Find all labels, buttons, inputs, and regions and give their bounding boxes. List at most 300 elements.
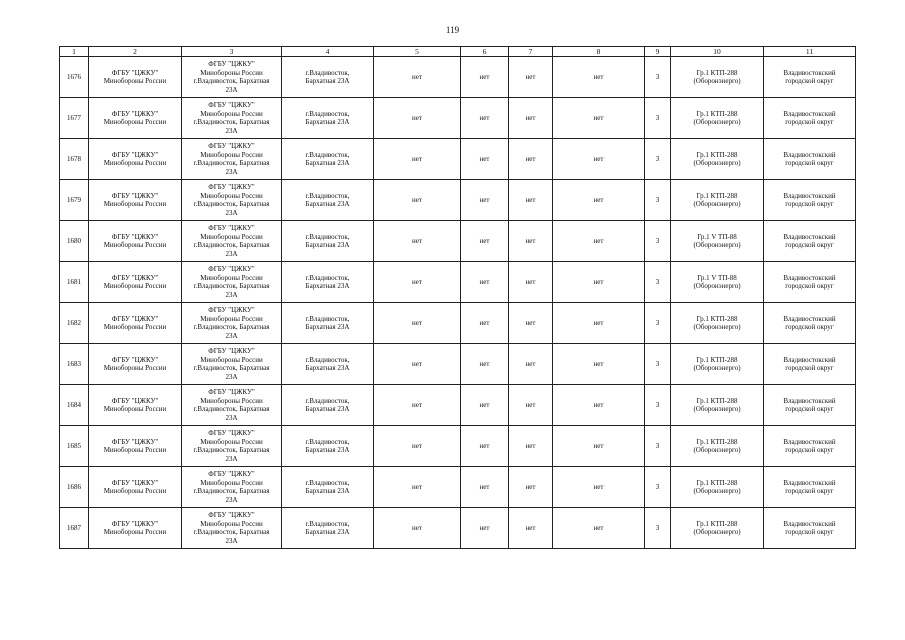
address-cell-line: г.Владивосток,: [305, 437, 350, 446]
category-cell: 3: [645, 98, 671, 139]
address-cell-line: г.Владивосток,: [305, 109, 350, 118]
owner-cell-line: 23А: [225, 372, 238, 381]
power-source-cell: [671, 385, 764, 426]
category-cell: 3: [645, 467, 671, 508]
owner-cell-line: 23А: [225, 85, 238, 94]
value-cell-5: нет: [374, 221, 461, 262]
district-cell-line: Владивостокский: [783, 314, 836, 323]
district-cell-line: городской округ: [785, 364, 834, 372]
district-cell-line: городской округ: [785, 118, 834, 126]
table-row: [60, 467, 856, 508]
table-row: [60, 180, 856, 221]
value-cell-5: нет: [374, 426, 461, 467]
organization-cell-line: ФГБУ "ЦЖКУ": [111, 314, 159, 323]
power-source-cell-line: Гр.1 КТП-288: [696, 191, 738, 200]
organization-cell: [89, 262, 182, 303]
owner-cell-line: г.Владивосток, Бархатная: [193, 405, 270, 413]
organization-cell-line: Минобороны России: [103, 77, 167, 85]
category-cell: 3: [645, 57, 671, 98]
table-row: [60, 344, 856, 385]
value-cell-8: нет: [553, 467, 645, 508]
address-cell: [282, 344, 374, 385]
header-row: [60, 47, 856, 57]
power-source-cell: [671, 303, 764, 344]
power-source-cell-line: (Оборонэнерго): [693, 200, 741, 208]
owner-cell-line: г.Владивосток, Бархатная: [193, 200, 270, 208]
value-cell-8: нет: [553, 303, 645, 344]
value-cell-8: нет: [553, 385, 645, 426]
organization-cell-line: ФГБУ "ЦЖКУ": [111, 150, 159, 159]
value-cell-8: нет: [553, 139, 645, 180]
power-source-cell-line: (Оборонэнерго): [693, 241, 741, 249]
column-header: 6: [461, 47, 509, 57]
table-row: [60, 262, 856, 303]
category-cell: 3: [645, 180, 671, 221]
power-source-cell: [671, 426, 764, 467]
owner-cell-line: 23А: [225, 167, 238, 176]
address-cell-line: Бархатная 23А: [305, 446, 350, 454]
power-source-cell: [671, 221, 764, 262]
district-cell: [764, 467, 856, 508]
table-row: [60, 508, 856, 549]
district-cell-line: Владивостокский: [783, 150, 836, 159]
address-cell: [282, 262, 374, 303]
value-cell-6: нет: [461, 426, 509, 467]
owner-cell-line: ФГБУ "ЦЖКУ": [208, 183, 255, 191]
power-source-cell-line: (Оборонэнерго): [693, 405, 741, 413]
owner-cell-line: Минобороны России: [200, 68, 263, 77]
owner-cell-line: ФГБУ "ЦЖКУ": [208, 265, 255, 273]
district-cell-line: городской округ: [785, 200, 834, 208]
power-source-cell: [671, 98, 764, 139]
address-cell-line: Бархатная 23А: [305, 528, 350, 536]
owner-cell-line: Минобороны России: [200, 314, 263, 323]
owner-cell-line: Минобороны России: [200, 519, 263, 528]
owner-cell-line: г.Владивосток, Бархатная: [193, 446, 270, 454]
owner-cell-line: г.Владивосток, Бархатная: [193, 364, 270, 372]
power-source-cell: [671, 467, 764, 508]
owner-cell: [182, 221, 282, 262]
owner-cell: [182, 139, 282, 180]
district-cell-line: Владивостокский: [783, 273, 836, 282]
owner-cell-line: ФГБУ "ЦЖКУ": [208, 470, 255, 478]
address-cell: [282, 303, 374, 344]
category-cell: 3: [645, 262, 671, 303]
category-cell: 3: [645, 344, 671, 385]
district-cell: [764, 385, 856, 426]
value-cell-7: нет: [509, 385, 553, 426]
value-cell-8: нет: [553, 508, 645, 549]
power-source-cell-line: Гр.1 КТП-288: [696, 109, 738, 118]
value-cell-6: нет: [461, 467, 509, 508]
value-cell-6: нет: [461, 139, 509, 180]
address-cell-line: Бархатная 23А: [305, 241, 350, 249]
value-cell-8: нет: [553, 262, 645, 303]
owner-cell-line: 23А: [225, 126, 238, 135]
value-cell-7: нет: [509, 221, 553, 262]
organization-cell-line: ФГБУ "ЦЖКУ": [111, 273, 159, 282]
owner-cell: [182, 57, 282, 98]
owner-cell-line: ФГБУ "ЦЖКУ": [208, 306, 255, 314]
address-cell-line: г.Владивосток,: [305, 519, 350, 528]
district-cell-line: Владивостокский: [783, 478, 836, 487]
address-cell: [282, 180, 374, 221]
column-header: 9: [645, 47, 671, 57]
address-cell-line: г.Владивосток,: [305, 396, 350, 405]
owner-cell: [182, 385, 282, 426]
row-number: 1678: [60, 139, 89, 180]
owner-cell-line: Минобороны России: [200, 232, 263, 241]
organization-cell-line: Минобороны России: [103, 528, 167, 536]
organization-cell-line: Минобороны России: [103, 159, 167, 167]
value-cell-7: нет: [509, 180, 553, 221]
owner-cell-line: ФГБУ "ЦЖКУ": [208, 60, 255, 68]
value-cell-8: нет: [553, 57, 645, 98]
power-source-cell-line: (Оборонэнерго): [693, 364, 741, 372]
category-cell: 3: [645, 139, 671, 180]
value-cell-6: нет: [461, 508, 509, 549]
address-cell: [282, 426, 374, 467]
owner-cell-line: Минобороны России: [200, 355, 263, 364]
organization-cell: [89, 344, 182, 385]
address-cell-line: г.Владивосток,: [305, 314, 350, 323]
owner-cell-line: г.Владивосток, Бархатная: [193, 282, 270, 290]
table-row: [60, 139, 856, 180]
district-cell-line: городской округ: [785, 77, 834, 85]
value-cell-7: нет: [509, 139, 553, 180]
owner-cell-line: г.Владивосток, Бархатная: [193, 77, 270, 85]
value-cell-7: нет: [509, 467, 553, 508]
address-cell-line: Бархатная 23А: [305, 323, 350, 331]
district-cell-line: городской округ: [785, 528, 834, 536]
organization-cell-line: ФГБУ "ЦЖКУ": [111, 355, 159, 364]
value-cell-5: нет: [374, 303, 461, 344]
address-cell: [282, 385, 374, 426]
address-cell-line: г.Владивосток,: [305, 478, 350, 487]
district-cell-line: Владивостокский: [783, 191, 836, 200]
value-cell-6: нет: [461, 98, 509, 139]
power-source-cell: [671, 262, 764, 303]
table-row: [60, 57, 856, 98]
value-cell-8: нет: [553, 98, 645, 139]
district-cell-line: Владивостокский: [783, 109, 836, 118]
owner-cell-line: 23А: [225, 331, 238, 340]
value-cell-8: нет: [553, 221, 645, 262]
value-cell-5: нет: [374, 467, 461, 508]
power-source-cell-line: (Оборонэнерго): [693, 77, 741, 85]
table-row: [60, 385, 856, 426]
owner-cell-line: г.Владивосток, Бархатная: [193, 487, 270, 495]
address-cell-line: Бархатная 23А: [305, 282, 350, 290]
value-cell-7: нет: [509, 98, 553, 139]
value-cell-7: нет: [509, 262, 553, 303]
organization-cell-line: Минобороны России: [103, 364, 167, 372]
column-header: 4: [282, 47, 374, 57]
organization-cell: [89, 180, 182, 221]
column-header: 3: [182, 47, 282, 57]
value-cell-7: нет: [509, 426, 553, 467]
value-cell-6: нет: [461, 344, 509, 385]
address-cell-line: г.Владивосток,: [305, 191, 350, 200]
category-cell: 3: [645, 385, 671, 426]
organization-cell-line: Минобороны России: [103, 241, 167, 249]
owner-cell-line: г.Владивосток, Бархатная: [193, 323, 270, 331]
column-header: 2: [89, 47, 182, 57]
power-source-cell-line: Гр.1 КТП-288: [696, 519, 738, 528]
power-source-cell-line: Гр.1 КТП-288: [696, 437, 738, 446]
category-cell: 3: [645, 221, 671, 262]
organization-cell-line: ФГБУ "ЦЖКУ": [111, 519, 159, 528]
address-cell-line: Бархатная 23А: [305, 159, 350, 167]
organization-cell-line: Минобороны России: [103, 323, 167, 331]
value-cell-6: нет: [461, 262, 509, 303]
owner-cell-line: ФГБУ "ЦЖКУ": [208, 142, 255, 150]
table-row: [60, 221, 856, 262]
district-cell: [764, 303, 856, 344]
organization-cell-line: Минобороны России: [103, 118, 167, 126]
owner-cell-line: 23А: [225, 290, 238, 299]
organization-cell: [89, 57, 182, 98]
power-source-cell-line: (Оборонэнерго): [693, 446, 741, 454]
power-source-cell-line: (Оборонэнерго): [693, 323, 741, 331]
power-source-cell: [671, 344, 764, 385]
category-cell: 3: [645, 303, 671, 344]
address-cell-line: Бархатная 23А: [305, 200, 350, 208]
value-cell-5: нет: [374, 180, 461, 221]
power-source-cell: [671, 57, 764, 98]
power-source-cell-line: Гр.1 КТП-288: [696, 68, 738, 77]
district-cell: [764, 57, 856, 98]
power-source-cell: [671, 180, 764, 221]
district-cell: [764, 262, 856, 303]
table-body: [60, 57, 856, 549]
column-header: 10: [671, 47, 764, 57]
owner-cell: [182, 98, 282, 139]
row-number: 1682: [60, 303, 89, 344]
district-cell-line: Владивостокский: [783, 519, 836, 528]
row-number: 1687: [60, 508, 89, 549]
district-cell-line: городской округ: [785, 159, 834, 167]
value-cell-7: нет: [509, 508, 553, 549]
table-row: [60, 426, 856, 467]
owner-cell-line: 23А: [225, 536, 238, 545]
owner-cell-line: ФГБУ "ЦЖКУ": [208, 224, 255, 232]
row-number: 1681: [60, 262, 89, 303]
district-cell-line: Владивостокский: [783, 355, 836, 364]
row-number: 1679: [60, 180, 89, 221]
organization-cell: [89, 508, 182, 549]
owner-cell-line: ФГБУ "ЦЖКУ": [208, 347, 255, 355]
district-cell: [764, 180, 856, 221]
district-cell: [764, 98, 856, 139]
owner-cell-line: Минобороны России: [200, 191, 263, 200]
address-cell-line: г.Владивосток,: [305, 273, 350, 282]
power-source-cell-line: (Оборонэнерго): [693, 487, 741, 495]
value-cell-5: нет: [374, 98, 461, 139]
organization-cell-line: ФГБУ "ЦЖКУ": [111, 191, 159, 200]
row-number: 1685: [60, 426, 89, 467]
district-cell-line: Владивостокский: [783, 437, 836, 446]
page-number: 119: [445, 25, 460, 35]
value-cell-6: нет: [461, 385, 509, 426]
owner-cell-line: 23А: [225, 208, 238, 217]
value-cell-8: нет: [553, 344, 645, 385]
table-row: [60, 98, 856, 139]
owner-cell: [182, 303, 282, 344]
row-number: 1677: [60, 98, 89, 139]
owner-cell-line: 23А: [225, 495, 238, 504]
organization-cell: [89, 303, 182, 344]
value-cell-7: нет: [509, 57, 553, 98]
category-cell: 3: [645, 426, 671, 467]
row-number: 1683: [60, 344, 89, 385]
row-number: 1676: [60, 57, 89, 98]
address-cell: [282, 508, 374, 549]
value-cell-5: нет: [374, 262, 461, 303]
organization-cell-line: Минобороны России: [103, 282, 167, 290]
value-cell-6: нет: [461, 57, 509, 98]
address-cell: [282, 139, 374, 180]
district-cell-line: городской округ: [785, 405, 834, 413]
value-cell-6: нет: [461, 303, 509, 344]
district-cell-line: Владивостокский: [783, 232, 836, 241]
value-cell-7: нет: [509, 344, 553, 385]
address-cell-line: г.Владивосток,: [305, 232, 350, 241]
district-cell-line: городской округ: [785, 487, 834, 495]
owner-cell-line: 23А: [225, 249, 238, 258]
district-cell-line: Владивостокский: [783, 396, 836, 405]
value-cell-5: нет: [374, 57, 461, 98]
organization-cell-line: ФГБУ "ЦЖКУ": [111, 232, 159, 241]
owner-cell: [182, 344, 282, 385]
column-header: 11: [764, 47, 856, 57]
organization-cell: [89, 221, 182, 262]
address-cell: [282, 467, 374, 508]
owner-cell: [182, 262, 282, 303]
value-cell-7: нет: [509, 303, 553, 344]
column-header: 1: [60, 47, 89, 57]
power-source-cell-line: Гр.1 V ТП-88: [697, 273, 737, 282]
owner-cell-line: г.Владивосток, Бархатная: [193, 118, 270, 126]
address-cell-line: Бархатная 23А: [305, 77, 350, 85]
district-cell: [764, 139, 856, 180]
power-source-cell-line: Гр.1 КТП-288: [696, 478, 738, 487]
column-header: 8: [553, 47, 645, 57]
owner-cell-line: ФГБУ "ЦЖКУ": [208, 429, 255, 437]
power-source-cell-line: Гр.1 КТП-288: [696, 396, 738, 405]
organization-cell: [89, 385, 182, 426]
row-number: 1680: [60, 221, 89, 262]
organization-cell: [89, 98, 182, 139]
owner-cell-line: Минобороны России: [200, 273, 263, 282]
value-cell-8: нет: [553, 180, 645, 221]
power-source-cell-line: Гр.1 КТП-288: [696, 355, 738, 364]
category-cell: 3: [645, 508, 671, 549]
owner-cell-line: г.Владивосток, Бархатная: [193, 241, 270, 249]
address-cell-line: г.Владивосток,: [305, 355, 350, 364]
organization-cell: [89, 426, 182, 467]
owner-cell: [182, 467, 282, 508]
owner-cell-line: 23А: [225, 413, 238, 422]
value-cell-5: нет: [374, 508, 461, 549]
column-header: 5: [374, 47, 461, 57]
district-cell: [764, 508, 856, 549]
address-cell: [282, 57, 374, 98]
value-cell-8: нет: [553, 426, 645, 467]
row-number: 1684: [60, 385, 89, 426]
row-number: 1686: [60, 467, 89, 508]
owner-cell-line: Минобороны России: [200, 150, 263, 159]
organization-cell-line: Минобороны России: [103, 200, 167, 208]
owner-cell-line: Минобороны России: [200, 109, 263, 118]
power-source-cell: [671, 508, 764, 549]
owner-cell-line: ФГБУ "ЦЖКУ": [208, 388, 255, 396]
district-cell: [764, 426, 856, 467]
owner-cell: [182, 508, 282, 549]
owner-cell-line: Минобороны России: [200, 478, 263, 487]
value-cell-5: нет: [374, 385, 461, 426]
owner-cell: [182, 180, 282, 221]
registry-table: [59, 46, 856, 549]
power-source-cell-line: (Оборонэнерго): [693, 118, 741, 126]
power-source-cell-line: Гр.1 КТП-288: [696, 314, 738, 323]
address-cell-line: Бархатная 23А: [305, 405, 350, 413]
power-source-cell-line: (Оборонэнерго): [693, 159, 741, 167]
organization-cell-line: Минобороны России: [103, 446, 167, 454]
owner-cell-line: г.Владивосток, Бархатная: [193, 159, 270, 167]
owner-cell-line: Минобороны России: [200, 437, 263, 446]
owner-cell-line: ФГБУ "ЦЖКУ": [208, 511, 255, 519]
power-source-cell-line: (Оборонэнерго): [693, 282, 741, 290]
column-header: 7: [509, 47, 553, 57]
organization-cell: [89, 139, 182, 180]
power-source-cell-line: Гр.1 V ТП-88: [697, 232, 737, 241]
power-source-cell: [671, 139, 764, 180]
value-cell-5: нет: [374, 139, 461, 180]
owner-cell: [182, 426, 282, 467]
organization-cell-line: ФГБУ "ЦЖКУ": [111, 68, 159, 77]
district-cell: [764, 344, 856, 385]
power-source-cell-line: Гр.1 КТП-288: [696, 150, 738, 159]
district-cell-line: городской округ: [785, 241, 834, 249]
address-cell-line: Бархатная 23А: [305, 118, 350, 126]
organization-cell-line: Минобороны России: [103, 487, 167, 495]
value-cell-6: нет: [461, 180, 509, 221]
address-cell-line: Бархатная 23А: [305, 487, 350, 495]
district-cell: [764, 221, 856, 262]
owner-cell-line: г.Владивосток, Бархатная: [193, 528, 270, 536]
organization-cell: [89, 467, 182, 508]
organization-cell-line: ФГБУ "ЦЖКУ": [111, 437, 159, 446]
district-cell-line: Владивостокский: [783, 68, 836, 77]
organization-cell-line: ФГБУ "ЦЖКУ": [111, 396, 159, 405]
address-cell: [282, 221, 374, 262]
address-cell-line: г.Владивосток,: [305, 68, 350, 77]
table-row: [60, 303, 856, 344]
value-cell-5: нет: [374, 344, 461, 385]
organization-cell-line: Минобороны России: [103, 405, 167, 413]
power-source-cell-line: (Оборонэнерго): [693, 528, 741, 536]
address-cell-line: Бархатная 23А: [305, 364, 350, 372]
district-cell-line: городской округ: [785, 446, 834, 454]
value-cell-6: нет: [461, 221, 509, 262]
owner-cell-line: 23А: [225, 454, 238, 463]
organization-cell-line: ФГБУ "ЦЖКУ": [111, 109, 159, 118]
organization-cell-line: ФГБУ "ЦЖКУ": [111, 478, 159, 487]
owner-cell-line: ФГБУ "ЦЖКУ": [208, 101, 255, 109]
district-cell-line: городской округ: [785, 282, 834, 290]
owner-cell-line: Минобороны России: [200, 396, 263, 405]
